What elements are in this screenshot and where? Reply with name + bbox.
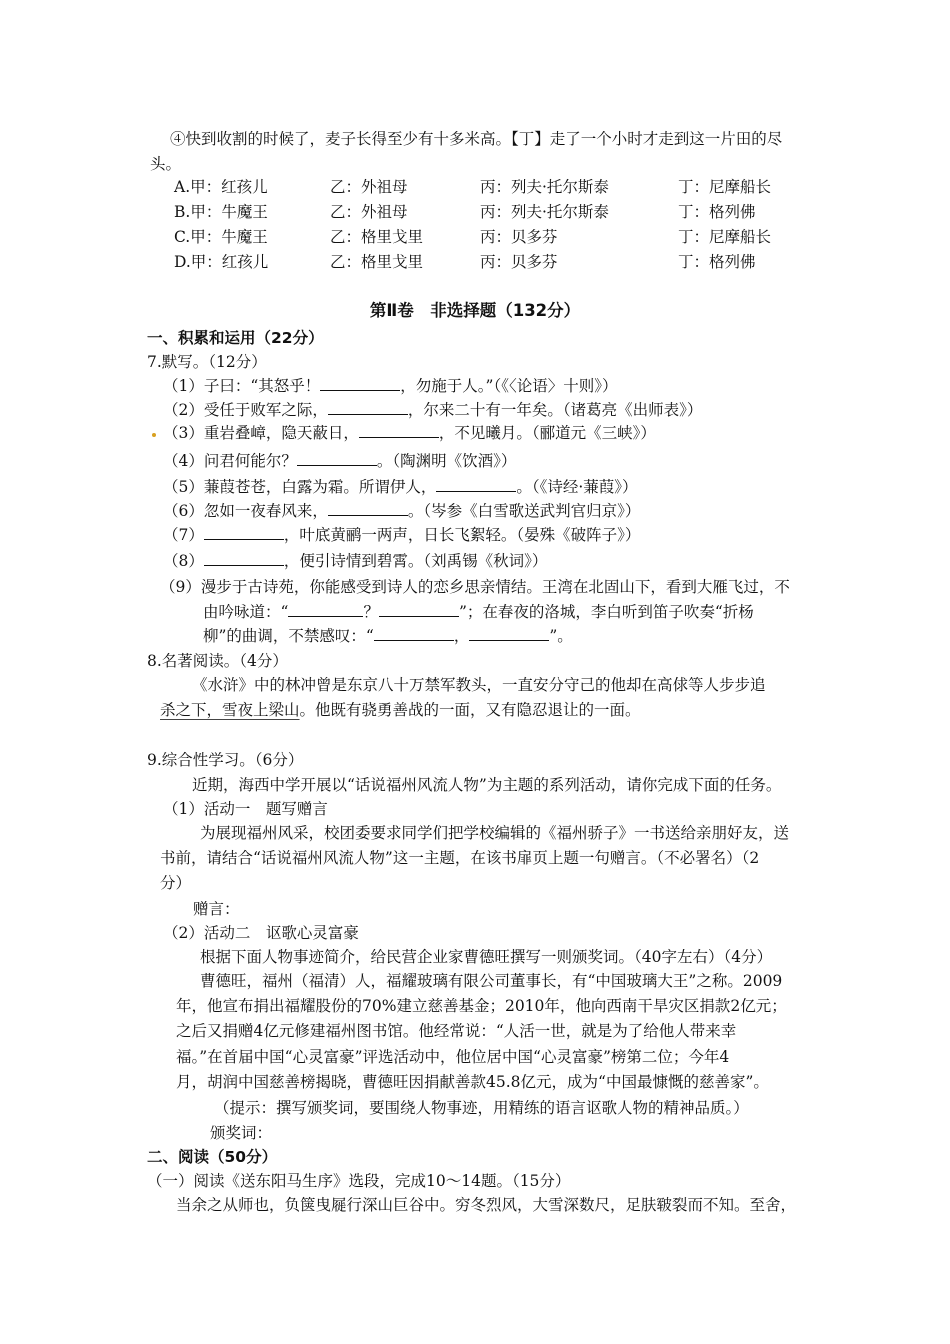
option-c-ding: 丁：尼摩船长 xyxy=(678,228,772,246)
q6-item4-line2: 头。 xyxy=(150,155,182,173)
q9-award-label: 颁奖词： xyxy=(210,1124,273,1142)
option-b-ding: 丁：格列佛 xyxy=(678,203,756,221)
q7-item3: （3）重岩叠嶂，隐天蔽日， ，不见曦月。（郦道元《三峡》） xyxy=(163,424,656,442)
q9-hint: （提示：撰写颁奖词，要围绕人物事迹，用精练的语言讴歌人物的精神品质。） xyxy=(214,1099,749,1117)
answer-blank[interactable] xyxy=(359,422,439,438)
reading1-title: （一）阅读《送东阳马生序》选段，完成10～14题。（15分） xyxy=(147,1172,571,1190)
q9-title: 9.综合性学习。（6分） xyxy=(147,751,304,769)
q7-item9-line3: 柳”的曲调，不禁感叹：“ ， ”。 xyxy=(203,627,573,645)
q7-item1: （1）子曰：“其怒乎！ ，勿施于人。”（《〈论语〉十则》） xyxy=(163,377,618,395)
answer-blank[interactable] xyxy=(204,524,284,540)
option-c-label: C.甲：牛魔王 xyxy=(174,228,268,246)
option-b-yi: 乙：外祖母 xyxy=(330,203,408,221)
q9-activity1-line1: 为展现福州风采，校团委要求同学们把学校编辑的《福州骄子》一书送给亲朋好友，送 xyxy=(200,824,790,842)
q7-item4: （4）问君何能尔？ 。（陶渊明《饮酒》） xyxy=(163,452,517,470)
answer-blank[interactable] xyxy=(320,375,400,391)
answer-blank[interactable] xyxy=(288,601,363,617)
answer-blank[interactable] xyxy=(297,450,377,466)
q9-activity1-line2: 书前，请结合“话说福州风流人物”这一主题，在该书扉页上题一句赠言。（不必署名）（2 xyxy=(160,849,760,867)
answer-blank[interactable] xyxy=(379,601,459,617)
q7-item2: （2）受任于败军之际， ，尔来二十有一年矣。（诸葛亮《出师表》） xyxy=(163,401,703,419)
option-c-bing: 丙：贝多芬 xyxy=(480,228,558,246)
q9-intro: 近期，海西中学开展以“话说福州风流人物”为主题的系列活动，请你完成下面的任务。 xyxy=(192,776,782,794)
answer-blank[interactable] xyxy=(436,476,516,492)
q9-inscription-label: 赠言： xyxy=(193,900,240,918)
answer-blank[interactable] xyxy=(328,399,408,415)
answer-blank[interactable] xyxy=(204,550,284,566)
option-a-bing: 丙：列夫·托尔斯泰 xyxy=(480,178,609,196)
q8-title: 8.名著阅读。（4分） xyxy=(147,652,288,670)
q9-activity1-line3: 分） xyxy=(160,874,192,892)
section1-title: 一、积累和运用（22分） xyxy=(147,329,324,347)
q7-item8: （8） ，便引诗情到碧霄。（刘禹锡《秋词》） xyxy=(163,552,548,570)
option-b-bing: 丙：列夫·托尔斯泰 xyxy=(480,203,609,221)
answer-blank[interactable] xyxy=(469,625,549,641)
q9-activity1-title: （1）活动一 题写赠言 xyxy=(163,800,328,818)
answer-blank[interactable] xyxy=(374,625,454,641)
option-c-yi: 乙：格里戈里 xyxy=(330,228,424,246)
option-d-bing: 丙：贝多芬 xyxy=(480,253,558,271)
option-a-ding: 丁：尼摩船长 xyxy=(678,178,772,196)
q9-bio-line1: 曹德旺，福州（福清）人，福耀玻璃有限公司董事长，有“中国玻璃大王”之称。2009 xyxy=(200,972,783,990)
reading1-line1: 当余之从师也，负箧曳屣行深山巨谷中。穷冬烈风，大雪深数尺，足肤皲裂而不知。至舍， xyxy=(176,1196,797,1214)
q7-title: 7.默写。（12分） xyxy=(147,353,267,371)
q9-activity2-task: 根据下面人物事迹简介，给民营企业家曹德旺撰写一则颁奖词。（40字左右）（4分） xyxy=(200,948,773,966)
answer-blank[interactable] xyxy=(328,500,408,516)
option-a-yi: 乙：外祖母 xyxy=(330,178,408,196)
q9-bio-line5: 月，胡润中国慈善榜揭晓，曹德旺因捐献善款45.8亿元，成为“中国最慷慨的慈善家”。 xyxy=(176,1073,769,1091)
q7-item5: （5）蒹葭苍苍，白露为霜。所谓伊人， 。（《诗经·蒹葭》） xyxy=(163,478,638,496)
option-b-label: B.甲：牛魔王 xyxy=(174,203,268,221)
q9-bio-line3: 之后又捐赠4亿元修建福州图书馆。他经常说：“人活一世，就是为了给他人带来幸 xyxy=(176,1022,737,1040)
option-d-ding: 丁：格列佛 xyxy=(678,253,756,271)
q7-item7: （7） ，叶底黄鹂一两声，日长飞絮轻。（晏殊《破阵子》） xyxy=(163,526,641,544)
option-d-label: D.甲：红孩儿 xyxy=(174,253,269,271)
q9-activity2-title: （2）活动二 讴歌心灵富豪 xyxy=(163,924,359,942)
q7-item9-line1: （9）漫步于古诗苑，你能感受到诗人的恋乡思亲情结。王湾在北固山下，看到大雁飞过，不 xyxy=(160,578,790,596)
option-a-label: A.甲：红孩儿 xyxy=(174,178,268,196)
q6-item4-line1: ④快到收割的时候了，麦子长得至少有十多米高。【丁】走了一个小时才走到这一片田的尽 xyxy=(170,130,783,148)
section2-title: 二、阅读（50分） xyxy=(147,1148,278,1166)
stray-mark xyxy=(152,433,156,437)
q8-line2: 杀之下，雪夜上梁山。他既有骁勇善战的一面，又有隐忍退让的一面。 xyxy=(160,701,641,719)
q7-item9-line2: 由吟咏道：“ ？ ”；在春夜的洛城，李白听到笛子吹奏“折杨 xyxy=(203,603,754,621)
part2-title: 第Ⅱ卷 非选择题（132分） xyxy=(369,301,581,320)
q9-bio-line2: 年，他宣布捐出福耀股份的70%建立慈善基金；2010年，他向西南干旱灾区捐款2亿元； xyxy=(176,997,787,1015)
q7-item6: （6）忽如一夜春风来， 。（岑参《白雪歌送武判官归京》） xyxy=(163,502,641,520)
option-d-yi: 乙：格里戈里 xyxy=(330,253,424,271)
q8-line1: 《水浒》中的林冲曾是东京八十万禁军教头，一直安分守己的他却在高俅等人步步追 xyxy=(192,676,766,694)
q9-bio-line4: 福。”在首届中国“心灵富豪”评选活动中，他位居中国“心灵富豪”榜第二位；今年4 xyxy=(176,1048,730,1066)
